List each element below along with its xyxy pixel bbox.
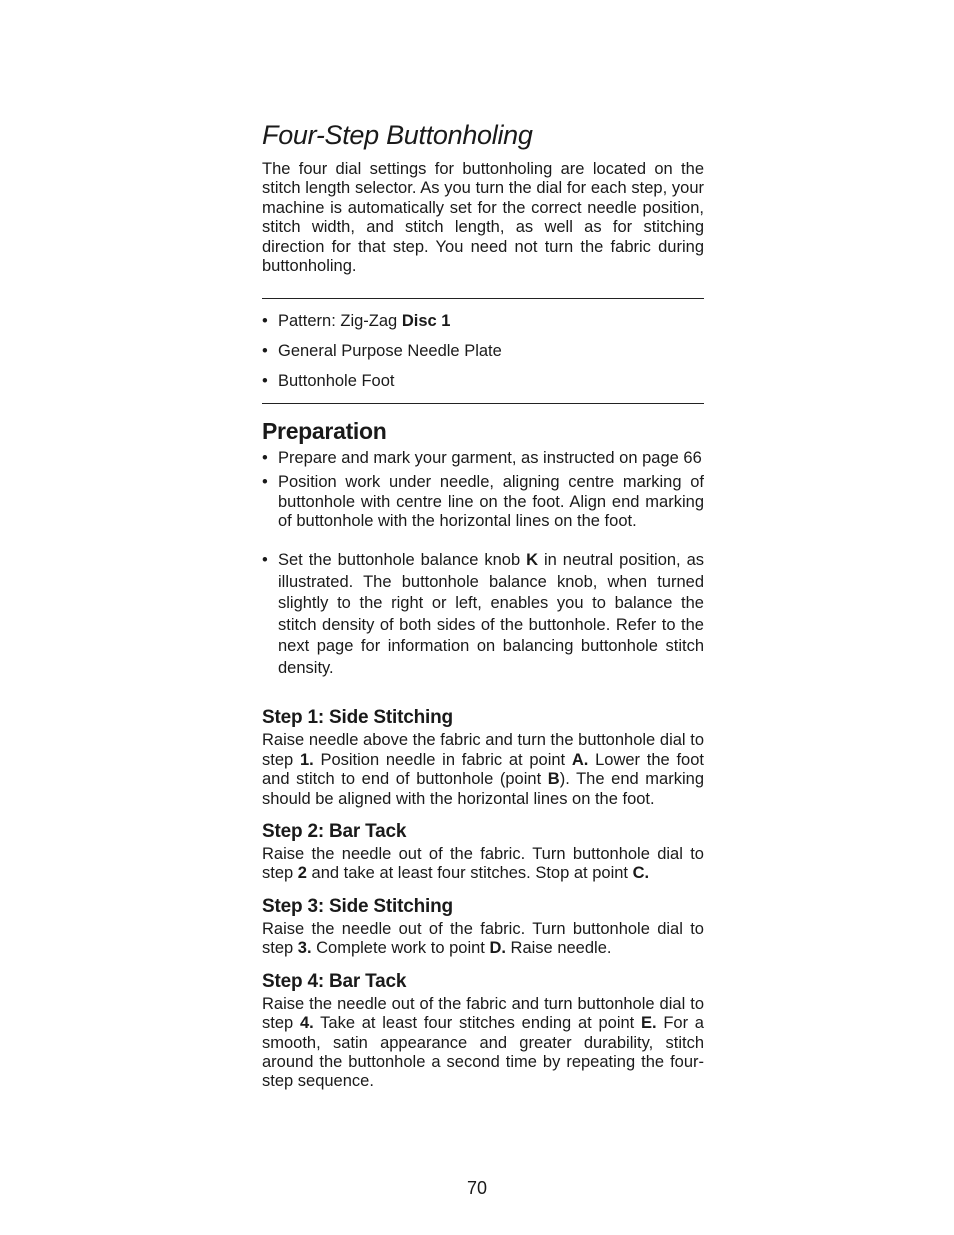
- page-number: 70: [466, 1178, 488, 1198]
- step-2-section: [262, 821, 704, 884]
- step-1-section: [262, 707, 704, 809]
- step-1-text: Raise needle above the fabric and turn the buttonhole dial to step 1. Position needle in fabric at point A. Lower the foot and stitch to end of buttonhole (point B). The end marking should be aligned with the horizontal lines on the foot.: [262, 731, 704, 808]
- step-4-section: [262, 971, 704, 1092]
- bullet-icon: •: [262, 448, 268, 467]
- divider-bottom: [262, 403, 704, 404]
- preparation-item-3: • Set the buttonhole balance knob K in neutral position, as illustrated. The buttonhole balance knob, when turned slightly to the right or left, enables you to balance the stitch density of both sides of the buttonhole. Refer to the next page for information on balancing buttonhole stitch density.: [262, 551, 705, 677]
- preparation-list: [262, 449, 704, 680]
- step-4-heading: Step 4: Bar Tack: [262, 970, 407, 992]
- preparation-item-2: • Position work under needle, aligning centre marking of buttonhole with centre line on the foot. Align end marking of buttonhole with the horizontal lines on the foot.: [262, 473, 704, 531]
- bullet-icon: •: [262, 371, 268, 390]
- step-1-heading: Step 1: Side Stitching: [262, 707, 453, 729]
- bullet-icon: •: [262, 342, 268, 361]
- step-3-heading: Step 3: Side Stitching: [262, 895, 453, 917]
- intro-paragraph: The four dial settings for buttonholing are located on the stitch length selector. As you turn the dial for each step, your machine is automatically set for the correct needle position, stitch width, and stitch length, as well as for stitching direction for that step. You need not turn the fabric during buttonholing.: [262, 160, 704, 276]
- requirements-list: [262, 311, 704, 390]
- step-2-text: Raise the needle out of the fabric. Turn buttonhole dial to step 2 and take at least four stitches. Stop at point C.: [262, 845, 704, 883]
- preparation-heading: Preparation: [262, 417, 387, 444]
- step-3-text: Raise the needle out of the fabric. Turn buttonhole dial to step 3. Complete work to point D. Raise needle.: [262, 919, 704, 958]
- step-2-heading: Step 2: Bar Tack: [262, 821, 407, 843]
- requirement-foot: • Buttonhole Foot: [262, 371, 395, 390]
- step-3-section: [262, 896, 704, 959]
- bullet-icon: •: [262, 473, 268, 492]
- preparation-item-1: • Prepare and mark your garment, as instructed on page 66: [262, 448, 702, 467]
- bullet-icon: •: [262, 312, 268, 331]
- bullet-icon: •: [262, 551, 268, 570]
- page-title: Four-Step Buttonholing: [262, 120, 533, 150]
- divider-top: [262, 298, 704, 299]
- requirement-needle-plate: • General Purpose Needle Plate: [262, 342, 502, 361]
- step-4-text: Raise the needle out of the fabric and turn buttonhole dial to step 4. Take at least four stitches ending at point E. For a smooth, satin appearance and greater durability, stitch around the buttonhole a second time by repeating the four-step sequence.: [262, 994, 704, 1091]
- manual-page: [262, 118, 704, 1092]
- requirement-pattern: • Pattern: Zig-Zag Disc 1: [262, 312, 451, 331]
